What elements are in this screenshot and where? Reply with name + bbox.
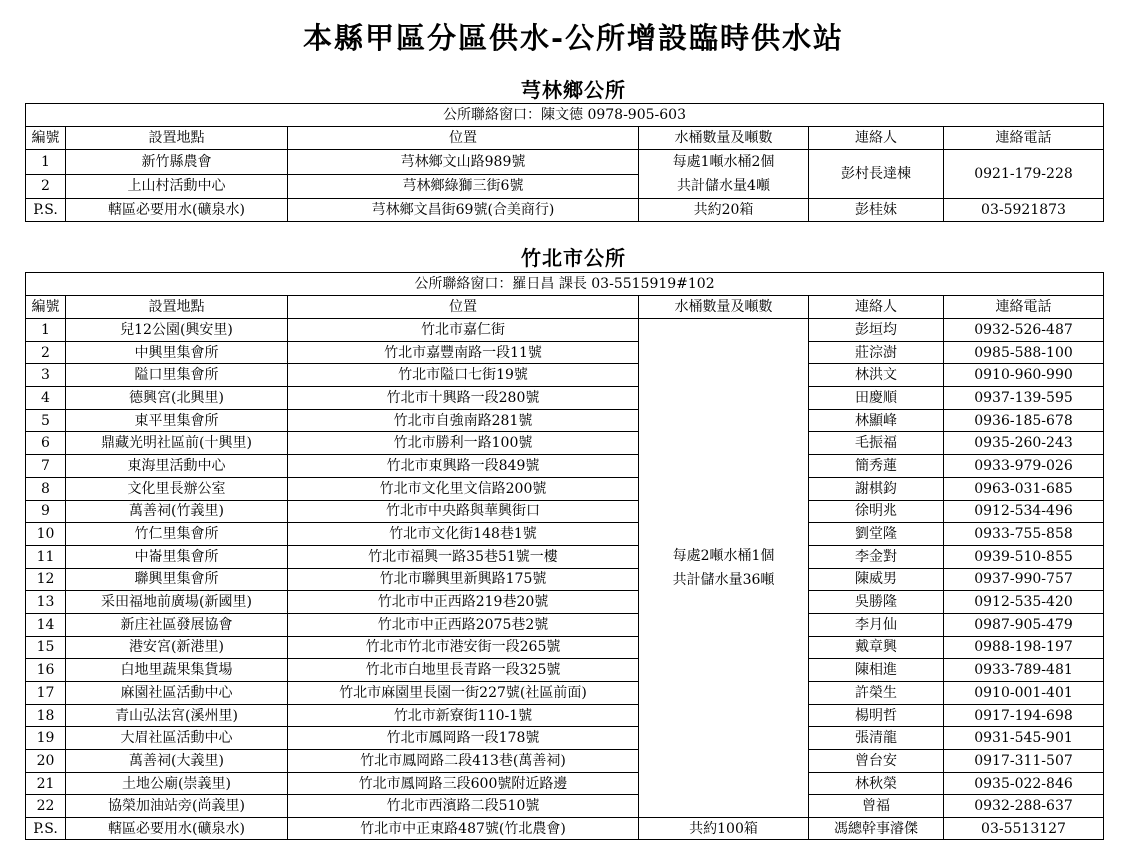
header-address: 位置 [288,296,639,319]
phone-merged: 0921-179-228 [944,150,1104,199]
row-address: 竹北市文化街148巷1號 [288,523,639,546]
row-contact: 林秋榮 [809,772,944,795]
row-phone: 0985-588-100 [944,341,1104,364]
row-contact: 張清龍 [809,727,944,750]
row-no: 17 [26,682,66,705]
table-row [26,591,1104,614]
row-phone: 0910-001-401 [944,682,1104,705]
ps-buckets: 共約20箱 [639,199,809,222]
row-address: 竹北市中正西路219巷20號 [288,591,639,614]
row-no: 6 [26,432,66,455]
table-row [26,795,1104,818]
row-contact: 李金對 [809,545,944,568]
row-site: 麻園社區活動中心 [66,682,288,705]
ps-phone: 03-5921873 [944,199,1104,222]
row-no: 13 [26,591,66,614]
row-address: 竹北市中央路與華興街口 [288,500,639,523]
row-phone: 0931-545-901 [944,727,1104,750]
table-row [26,636,1104,659]
table-row [26,545,1104,568]
ps-site: 轄區必要用水(礦泉水) [66,818,288,840]
row-site: 竹仁里集會所 [66,523,288,546]
table-row [26,387,1104,410]
row-contact: 林洪文 [809,364,944,387]
row-phone: 0939-510-855 [944,545,1104,568]
office-contact: 公所聯絡窗口：陳文德 0978-905-603 [26,104,1104,127]
row-site: 萬善祠(竹義里) [66,500,288,523]
row-no: 2 [26,341,66,364]
row-phone: 0987-905-479 [944,613,1104,636]
header-buckets: 水桶數量及噸數 [639,127,809,150]
row-address: 芎林鄉文山路989號 [288,150,639,175]
row-contact: 曾台安 [809,750,944,773]
row-site: 聯興里集會所 [66,568,288,591]
table-row [26,500,1104,523]
row-address: 竹北市福興一路35巷51號一樓 [288,545,639,568]
row-contact: 簡秀蓮 [809,455,944,478]
row-contact: 劉堂隆 [809,523,944,546]
row-no: 4 [26,387,66,410]
row-phone: 0988-198-197 [944,636,1104,659]
row-site: 中崙里集會所 [66,545,288,568]
row-address: 竹北市東興路一段849號 [288,455,639,478]
header-contact: 連絡人 [809,296,944,319]
row-address: 竹北市嘉豐南路一段11號 [288,341,639,364]
header-site: 設置地點 [66,296,288,319]
row-address: 竹北市中正西路2075巷2號 [288,613,639,636]
table-row [26,455,1104,478]
table-row [26,409,1104,432]
row-address: 竹北市聯興里新興路175號 [288,568,639,591]
row-no: 14 [26,613,66,636]
header-phone: 連絡電話 [944,296,1104,319]
table-row [26,659,1104,682]
row-site: 兒12公園(興安里) [66,319,288,342]
table-row [26,432,1104,455]
header-site: 設置地點 [66,127,288,150]
row-no: 1 [26,319,66,342]
table-row [26,613,1104,636]
row-contact: 陳威男 [809,568,944,591]
row-phone: 0917-311-507 [944,750,1104,773]
row-site: 白地里蔬果集貨場 [66,659,288,682]
ps-row [26,818,1104,840]
header-no: 編號 [26,296,66,319]
ps-row [26,199,1104,222]
row-site: 青山弘法宮(溪州里) [66,704,288,727]
row-no: 20 [26,750,66,773]
header-row [26,296,1104,319]
office-contact-row [26,273,1104,296]
row-no: 8 [26,477,66,500]
row-phone: 0937-990-757 [944,568,1104,591]
row-no: 3 [26,364,66,387]
row-address: 竹北市鳳岡路三段600號附近路邊 [288,772,639,795]
buckets-line-1: 每處2噸水桶1個 [672,548,775,565]
row-address: 竹北市文化里文信路200號 [288,477,639,500]
page-title: 本縣甲區分區供水-公所增設臨時供水站 [302,21,845,55]
row-contact: 許榮生 [809,682,944,705]
row-no: 1 [26,150,66,175]
table-row [26,364,1104,387]
office-contact: 公所聯絡窗口：羅日昌 課長 03-5515919#102 [26,273,1104,296]
row-site: 港安宮(新港里) [66,636,288,659]
row-site: 土地公廟(崇義里) [66,772,288,795]
table-row [26,704,1104,727]
buckets-merged [639,319,809,818]
buckets-line-1: 每處1噸水桶2個 [672,154,775,170]
row-address: 竹北市隘口七街19號 [288,364,639,387]
row-contact: 莊淙澍 [809,341,944,364]
row-address: 竹北市西濱路二段510號 [288,795,639,818]
ps-address: 芎林鄉文昌街69號(合美商行) [288,199,639,222]
table-row [26,150,1104,175]
office-contact-row [26,104,1104,127]
row-address: 竹北市鳳岡路一段178號 [288,727,639,750]
ps-phone: 03-5513127 [944,818,1104,840]
table-row [26,319,1104,342]
row-contact: 陳相進 [809,659,944,682]
row-address: 竹北市麻園里長園一街227號(社區前面) [288,682,639,705]
row-address: 竹北市鳳岡路二段413巷(萬善祠) [288,750,639,773]
row-address: 竹北市自強南路281號 [288,409,639,432]
row-phone: 0912-534-496 [944,500,1104,523]
row-no: 16 [26,659,66,682]
header-row [26,127,1104,150]
buckets-line-2: 共計儲水量36噸 [672,572,775,589]
row-contact: 曾福 [809,795,944,818]
table-row [26,772,1104,795]
table-row [26,750,1104,773]
row-site: 上山村活動中心 [66,174,288,199]
row-contact: 彭垣均 [809,319,944,342]
row-phone: 0936-185-678 [944,409,1104,432]
ps-contact: 彭桂妹 [809,199,944,222]
ps-address: 竹北市中正東路487號(竹北農會) [288,818,639,840]
row-phone: 0910-960-990 [944,364,1104,387]
row-site: 大眉社區活動中心 [66,727,288,750]
section-title-zhubei: 竹北市公所 [521,246,626,270]
row-no: 19 [26,727,66,750]
section-title-qionglin: 芎林鄉公所 [521,78,626,102]
row-no: 2 [26,174,66,199]
row-contact: 戴章興 [809,636,944,659]
row-site: 東平里集會所 [66,409,288,432]
ps-contact: 馮總幹事濬傑 [809,818,944,840]
ps-site: 轄區必要用水(礦泉水) [66,199,288,222]
row-contact: 徐明兆 [809,500,944,523]
row-phone: 0933-755-858 [944,523,1104,546]
row-site: 采田福地前廣場(新國里) [66,591,288,614]
row-no: 21 [26,772,66,795]
row-phone: 0917-194-698 [944,704,1104,727]
row-site: 文化里長辦公室 [66,477,288,500]
table-row [26,568,1104,591]
row-site: 隘口里集會所 [66,364,288,387]
row-no: 18 [26,704,66,727]
row-address: 竹北市十興路一段280號 [288,387,639,410]
header-buckets: 水桶數量及噸數 [639,296,809,319]
row-no: 22 [26,795,66,818]
row-site: 新竹縣農會 [66,150,288,175]
table-row [26,682,1104,705]
row-contact: 毛振福 [809,432,944,455]
ps-no: P.S. [26,818,66,840]
row-contact: 田慶順 [809,387,944,410]
table-row [26,477,1104,500]
row-contact: 李月仙 [809,613,944,636]
row-no: 7 [26,455,66,478]
header-address: 位置 [288,127,639,150]
row-address: 竹北市白地里長青路一段325號 [288,659,639,682]
row-no: 15 [26,636,66,659]
row-phone: 0933-979-026 [944,455,1104,478]
contact-merged: 彭村長達棟 [809,150,944,199]
row-no: 11 [26,545,66,568]
ps-buckets: 共約100箱 [639,818,809,840]
row-phone: 0933-789-481 [944,659,1104,682]
row-contact: 楊明哲 [809,704,944,727]
row-no: 12 [26,568,66,591]
row-site: 協榮加油站旁(尚義里) [66,795,288,818]
qionglin-table [25,103,1104,222]
row-site: 鼎藏光明社區前(十興里) [66,432,288,455]
row-site: 新庄社區發展協會 [66,613,288,636]
row-phone: 0963-031-685 [944,477,1104,500]
header-contact: 連絡人 [809,127,944,150]
row-phone: 0932-288-637 [944,795,1104,818]
row-address: 竹北市嘉仁街 [288,319,639,342]
table-row [26,727,1104,750]
row-phone: 0932-526-487 [944,319,1104,342]
row-contact: 吳勝隆 [809,591,944,614]
row-address: 竹北市勝利一路100號 [288,432,639,455]
zhubei-table [25,272,1104,840]
row-address: 竹北市新寮街110-1號 [288,704,639,727]
row-no: 5 [26,409,66,432]
row-phone: 0935-260-243 [944,432,1104,455]
row-address: 芎林鄉綠獅三街6號 [288,174,639,199]
row-phone: 0937-139-595 [944,387,1104,410]
row-site: 萬善祠(大義里) [66,750,288,773]
row-site: 中興里集會所 [66,341,288,364]
ps-no: P.S. [26,199,66,222]
buckets-line-2: 共計儲水量4噸 [677,178,770,194]
row-contact: 林顯峰 [809,409,944,432]
row-address: 竹北市竹北市港安街一段265號 [288,636,639,659]
header-no: 編號 [26,127,66,150]
row-no: 10 [26,523,66,546]
row-no: 9 [26,500,66,523]
row-site: 東海里活動中心 [66,455,288,478]
row-contact: 謝棋鈞 [809,477,944,500]
table-row [26,523,1104,546]
row-phone: 0912-535-420 [944,591,1104,614]
buckets-merged [639,150,809,199]
header-phone: 連絡電話 [944,127,1104,150]
row-phone: 0935-022-846 [944,772,1104,795]
row-site: 德興宮(北興里) [66,387,288,410]
table-row [26,341,1104,364]
